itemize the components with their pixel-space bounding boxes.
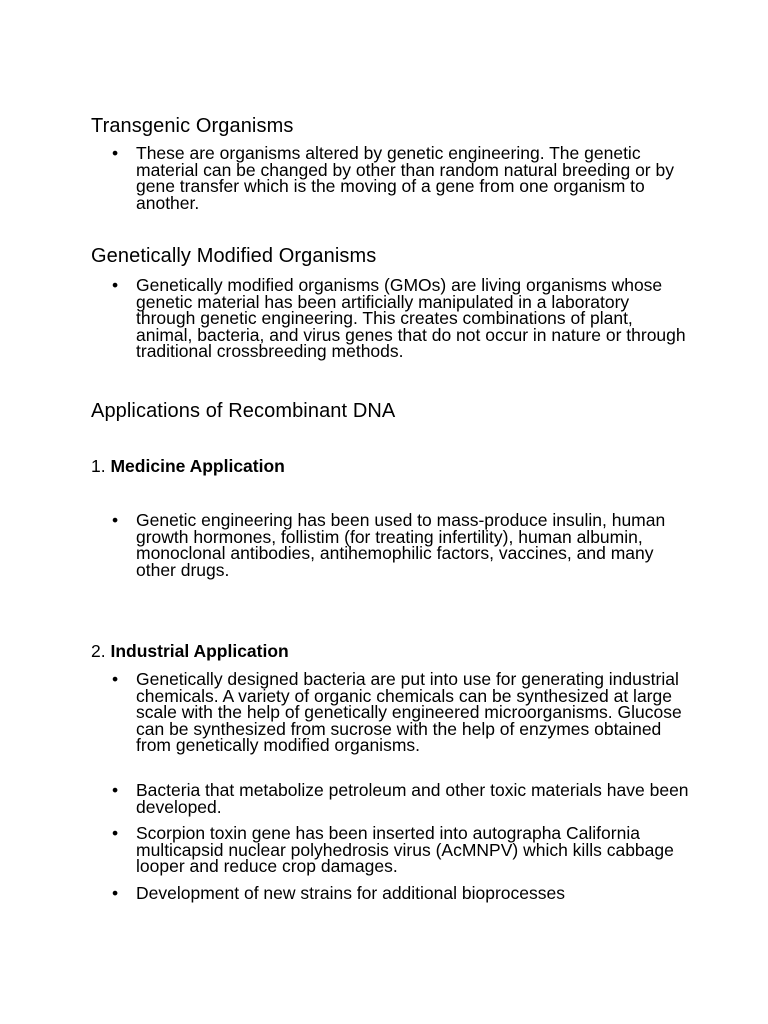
bullet-marker: • [112, 143, 119, 163]
bullet-industrial-3 [112, 825, 692, 875]
heading-transgenic-organisms: Transgenic Organisms [91, 115, 294, 137]
bullet-gmo-definition [112, 277, 692, 360]
heading-applications-recombinant-dna: Applications of Recombinant DNA [91, 400, 396, 422]
bullet-transgenic-definition [112, 145, 692, 211]
bullet-industrial-2 [112, 782, 692, 815]
bullet-text: Genetic engineering has been used to mass-produce insulin, human growth hormones, follistim (for treating infertility), human albumin, monoclonal antibodies, antihemophilic factors, vaccines, and many other drugs. [136, 510, 666, 580]
bullet-marker: • [112, 669, 119, 689]
bullet-industrial-4 [112, 885, 692, 902]
bullet-marker: • [112, 823, 119, 843]
heading-genetically-modified-organisms: Genetically Modified Organisms [91, 245, 377, 267]
bullet-text: These are organisms altered by genetic engineering. The genetic material can be changed by other than random natural breeding or by gene transfer which is the moving of a gene from one organism to another. [136, 143, 674, 213]
bullet-text: Genetically designed bacteria are put into use for generating industrial chemicals. A variety of organic chemicals can be synthesized at large scale with the help of genetically engineered microorganisms. Glucose can be synthesized from sucrose with the help of enzymes obtained from genetically modified organisms. [136, 669, 682, 756]
subheading-industrial-application [91, 641, 289, 662]
bullet-industrial-1 [112, 671, 692, 754]
bullet-text: Scorpion toxin gene has been inserted into autographa California multicapsid nuclear polyhedrosis virus (AcMNPV) which kills cabbage looper and reduce crop damages. [136, 823, 674, 877]
bullet-text: Genetically modified organisms (GMOs) are living organisms whose genetic material has been artificially manipulated in a laboratory through genetic engineering. This creates combinations of plant, animal, bacteria, and virus genes that do not occur in nature or through traditional crossbreeding methods. [136, 275, 686, 362]
bullet-marker: • [112, 883, 119, 903]
bullet-medicine-1 [112, 512, 692, 578]
bullet-marker: • [112, 780, 119, 800]
subheading-title: Industrial Application [110, 641, 289, 661]
list-number: 1. [91, 456, 106, 476]
bullet-text: Development of new strains for additional bioprocesses [136, 883, 565, 903]
bullet-text: Bacteria that metabolize petroleum and other toxic materials have been developed. [136, 780, 689, 817]
subheading-medicine-application [91, 456, 285, 477]
bullet-marker: • [112, 275, 119, 295]
bullet-marker: • [112, 510, 119, 530]
subheading-title: Medicine Application [110, 456, 285, 476]
list-number: 2. [91, 641, 106, 661]
